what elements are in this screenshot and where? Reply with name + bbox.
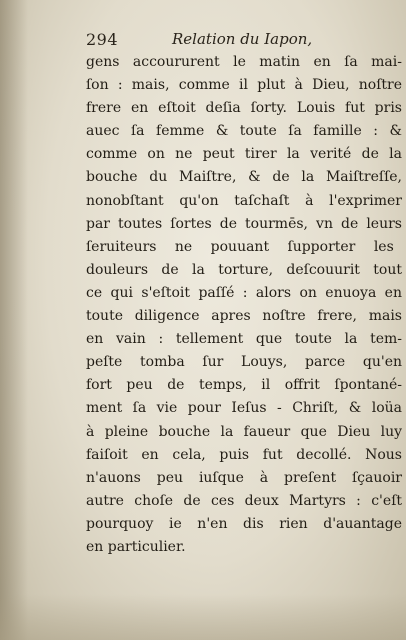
page-bottom-edge: [0, 594, 406, 640]
spine-shadow: [0, 0, 28, 640]
text-line: n'auons peu iuſque à preſent ſçauoir: [86, 469, 402, 486]
text-line: fort peu de temps, il offrit ſpontané-: [86, 377, 402, 394]
text-line: ment ſa vie pour Ieſus - Chriſt, & loüa: [86, 400, 403, 417]
text-line: frere en eſtoit deſia ſorty. Louis fut pris: [86, 100, 402, 117]
text-line: ce qui s'eſtoit paſſé : alors on enuoya en: [86, 284, 402, 301]
text-line: ſon : mais, comme il plut à Dieu, noſtre: [86, 77, 402, 94]
text-line: toute diligence apres noſtre frere, mais: [86, 308, 402, 325]
text-line: autre choſe de ces deux Martyrs : c'eſt: [86, 492, 402, 509]
text-line: douleurs de la torture, deſcouurit tout: [86, 261, 402, 278]
text-line-last: en particulier.: [86, 538, 186, 555]
body-text: [86, 51, 404, 559]
text-line: en vain : tellement que toute la tem-: [86, 331, 402, 348]
text-line: auec ſa femme & toute ſa famille : &: [86, 123, 402, 140]
text-line: faiſoit en cela, puis fut decollé. Nous: [86, 446, 402, 463]
page-number: 294: [86, 30, 119, 49]
text-line: pourquoy ie n'en dis rien d'auantage: [86, 515, 402, 532]
text-line: par toutes ſortes de tourmēs, vn de leurs: [86, 215, 402, 232]
text-line: bouche du Maiſtre, & de la Maiſtreſſe,: [86, 169, 402, 186]
text-line: ſeruiteurs ne pouuant ſupporter les: [86, 238, 394, 255]
text-line: comme on ne peut tirer la verité de la: [86, 146, 402, 163]
text-line: à pleine bouche la faueur que Dieu luy: [86, 423, 402, 440]
text-line: peſte tomba ſur Louys, parce qu'en: [86, 354, 402, 371]
text-line: gens accoururent le matin en ſa mai-: [86, 54, 402, 70]
text-line: nonobſtant qu'on taſchaſt à l'exprimer: [86, 192, 402, 209]
page-header: [86, 30, 326, 52]
running-title: Relation du Iapon,: [172, 30, 313, 48]
